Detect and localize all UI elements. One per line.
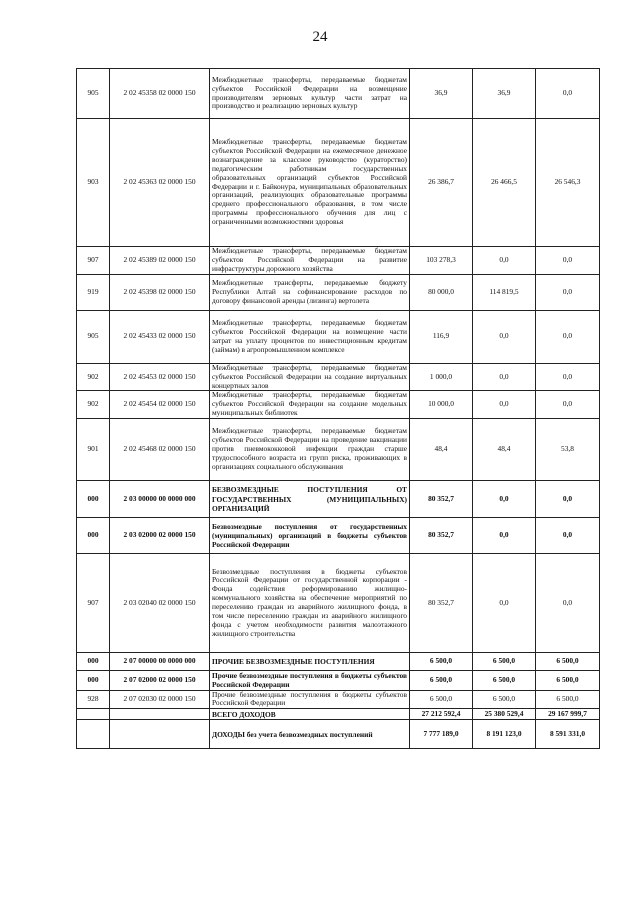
admin-code-cell: 000 bbox=[77, 671, 110, 690]
amount-year1-cell: 7 777 189,0 bbox=[410, 720, 473, 749]
revenue-name-cell: Межбюджетные трансферты, передаваемые бюджетам субъектов Российской Федерации на создание модельных муниципальных библиотек bbox=[210, 391, 410, 419]
amount-year1-cell: 6 500,0 bbox=[410, 653, 473, 671]
amount-year3-cell: 0,0 bbox=[536, 391, 600, 419]
revenue-name-cell: Межбюджетные трансферты, передаваемые бюджету Республики Алтай на софинансирование расходов по договору финансовой аренды (лизинга) вертолета bbox=[210, 274, 410, 310]
amount-year2-cell: 26 466,5 bbox=[473, 119, 536, 247]
table-row bbox=[77, 653, 600, 671]
amount-year3-cell: 0,0 bbox=[536, 310, 600, 363]
revenue-name-cell: Прочие безвозмездные поступления в бюджеты субъектов Российской Федерации bbox=[210, 690, 410, 709]
amount-year1-cell: 80 352,7 bbox=[410, 554, 473, 653]
amount-year2-cell: 6 500,0 bbox=[473, 690, 536, 709]
amount-year1-cell: 36,9 bbox=[410, 69, 473, 119]
table-row bbox=[77, 363, 600, 391]
amount-year3-cell: 0,0 bbox=[536, 247, 600, 275]
table-row bbox=[77, 247, 600, 275]
table-row bbox=[77, 391, 600, 419]
amount-year1-cell: 48,4 bbox=[410, 419, 473, 481]
revenue-table-body bbox=[77, 69, 600, 749]
budget-code-cell: 2 02 45389 02 0000 150 bbox=[110, 247, 210, 275]
amount-year2-cell: 0,0 bbox=[473, 310, 536, 363]
budget-code-cell: 2 02 45363 02 0000 150 bbox=[110, 119, 210, 247]
amount-year1-cell: 10 000,0 bbox=[410, 391, 473, 419]
table-row bbox=[77, 554, 600, 653]
amount-year1-cell: 80 352,7 bbox=[410, 518, 473, 554]
table-row bbox=[77, 709, 600, 720]
table-row bbox=[77, 419, 600, 481]
amount-year1-cell: 80 352,7 bbox=[410, 481, 473, 518]
amount-year2-cell: 114 819,5 bbox=[473, 274, 536, 310]
admin-code-cell: 902 bbox=[77, 363, 110, 391]
amount-year2-cell: 0,0 bbox=[473, 363, 536, 391]
admin-code-cell bbox=[77, 709, 110, 720]
amount-year2-cell: 6 500,0 bbox=[473, 653, 536, 671]
amount-year3-cell: 8 591 331,0 bbox=[536, 720, 600, 749]
revenue-name-cell: Безвозмездные поступления в бюджеты субъектов Российской Федерации от государственной корпорации - Фонда содействия реформированию жилищно-коммунального хозяйства на обеспечение мероприятий по переселению граждан из аварийного жилищного фонда, в том числе переселению граждан из аварийного жилищного фонда с учетом необходимости развития малоэтажного жилищного строительства bbox=[210, 554, 410, 653]
admin-code-cell: 919 bbox=[77, 274, 110, 310]
amount-year1-cell: 27 212 592,4 bbox=[410, 709, 473, 720]
admin-code-cell bbox=[77, 720, 110, 749]
budget-code-cell bbox=[110, 720, 210, 749]
amount-year1-cell: 6 500,0 bbox=[410, 671, 473, 690]
admin-code-cell: 000 bbox=[77, 518, 110, 554]
admin-code-cell: 907 bbox=[77, 554, 110, 653]
revenue-name-cell: Межбюджетные трансферты, передаваемые бюджетам субъектов Российской Федерации на создание виртуальных концертных залов bbox=[210, 363, 410, 391]
admin-code-cell: 928 bbox=[77, 690, 110, 709]
revenue-name-cell: ПРОЧИЕ БЕЗВОЗМЕЗДНЫЕ ПОСТУПЛЕНИЯ bbox=[210, 653, 410, 671]
amount-year3-cell: 6 500,0 bbox=[536, 690, 600, 709]
budget-code-cell: 2 07 02000 02 0000 150 bbox=[110, 671, 210, 690]
budget-code-cell: 2 07 00000 00 0000 000 bbox=[110, 653, 210, 671]
amount-year3-cell: 0,0 bbox=[536, 274, 600, 310]
budget-code-cell: 2 07 02030 02 0000 150 bbox=[110, 690, 210, 709]
table-row bbox=[77, 310, 600, 363]
amount-year2-cell: 0,0 bbox=[473, 481, 536, 518]
amount-year3-cell: 0,0 bbox=[536, 69, 600, 119]
amount-year3-cell: 53,8 bbox=[536, 419, 600, 481]
revenue-name-cell: Межбюджетные трансферты, передаваемые бюджетам субъектов Российской Федерации на возмещение производителям зерновых культур части затрат на производство и реализацию зерновых культур bbox=[210, 69, 410, 119]
amount-year1-cell: 26 386,7 bbox=[410, 119, 473, 247]
budget-code-cell: 2 02 45433 02 0000 150 bbox=[110, 310, 210, 363]
revenue-name-cell: Безвозмездные поступления от государственных (муниципальных) организаций в бюджеты субъектов Российской Федерации bbox=[210, 518, 410, 554]
amount-year2-cell: 36,9 bbox=[473, 69, 536, 119]
amount-year2-cell: 48,4 bbox=[473, 419, 536, 481]
table-row bbox=[77, 720, 600, 749]
budget-code-cell: 2 03 00000 00 0000 000 bbox=[110, 481, 210, 518]
budget-code-cell: 2 02 45398 02 0000 150 bbox=[110, 274, 210, 310]
table-row bbox=[77, 69, 600, 119]
revenue-table bbox=[76, 68, 600, 749]
admin-code-cell: 903 bbox=[77, 119, 110, 247]
table-row bbox=[77, 481, 600, 518]
revenue-name-cell: Межбюджетные трансферты, передаваемые бюджетам субъектов Российской Федерации на проведение вакцинации против пневмококковой инфекции граждан старше трудоспособного возраста из групп риска, проживающих в организациях социального обслуживания bbox=[210, 419, 410, 481]
admin-code-cell: 000 bbox=[77, 653, 110, 671]
admin-code-cell: 000 bbox=[77, 481, 110, 518]
table-row bbox=[77, 119, 600, 247]
amount-year1-cell: 80 000,0 bbox=[410, 274, 473, 310]
budget-code-cell: 2 03 02040 02 0000 150 bbox=[110, 554, 210, 653]
amount-year2-cell: 0,0 bbox=[473, 391, 536, 419]
revenue-name-cell: Межбюджетные трансферты, передаваемые бюджетам субъектов Российской Федерации на развитие инфраструктуры дорожного хозяйства bbox=[210, 247, 410, 275]
budget-code-cell: 2 02 45468 02 0000 150 bbox=[110, 419, 210, 481]
budget-code-cell: 2 02 45358 02 0000 150 bbox=[110, 69, 210, 119]
admin-code-cell: 901 bbox=[77, 419, 110, 481]
revenue-name-cell: Межбюджетные трансферты, передаваемые бюджетам субъектов Российской Федерации на возмещение части затрат на уплату процентов по инвестиционным кредитам (займам) в агропромышленном комплексе bbox=[210, 310, 410, 363]
revenue-name-cell: ВСЕГО ДОХОДОВ bbox=[210, 709, 410, 720]
amount-year2-cell: 6 500,0 bbox=[473, 671, 536, 690]
amount-year2-cell: 8 191 123,0 bbox=[473, 720, 536, 749]
table-row bbox=[77, 274, 600, 310]
admin-code-cell: 902 bbox=[77, 391, 110, 419]
budget-code-cell: 2 02 45453 02 0000 150 bbox=[110, 363, 210, 391]
budget-code-cell: 2 03 02000 02 0000 150 bbox=[110, 518, 210, 554]
table-row bbox=[77, 518, 600, 554]
amount-year3-cell: 26 546,3 bbox=[536, 119, 600, 247]
table-row bbox=[77, 671, 600, 690]
revenue-name-cell: Прочие безвозмездные поступления в бюджеты субъектов Российской Федерации bbox=[210, 671, 410, 690]
budget-code-cell: 2 02 45454 02 0000 150 bbox=[110, 391, 210, 419]
amount-year2-cell: 0,0 bbox=[473, 554, 536, 653]
revenue-name-cell: БЕЗВОЗМЕЗДНЫЕ ПОСТУПЛЕНИЯ ОТ ГОСУДАРСТВЕННЫХ (МУНИЦИПАЛЬНЫХ) ОРГАНИЗАЦИЙ bbox=[210, 481, 410, 518]
amount-year1-cell: 103 278,3 bbox=[410, 247, 473, 275]
amount-year3-cell: 0,0 bbox=[536, 518, 600, 554]
amount-year2-cell: 0,0 bbox=[473, 247, 536, 275]
revenue-name-cell: ДОХОДЫ без учета безвозмездных поступлений bbox=[210, 720, 410, 749]
amount-year3-cell: 6 500,0 bbox=[536, 671, 600, 690]
admin-code-cell: 905 bbox=[77, 69, 110, 119]
budget-code-cell bbox=[110, 709, 210, 720]
amount-year3-cell: 0,0 bbox=[536, 363, 600, 391]
amount-year3-cell: 29 167 999,7 bbox=[536, 709, 600, 720]
revenue-name-cell: Межбюджетные трансферты, передаваемые бюджетам субъектов Российской Федерации на ежемесячное денежное вознаграждение за классное руководство (кураторство) педагогическим работникам государственных образовательных организаций субъектов Российской Федерации и г. Байконура, муниципальных образовательных организаций, реализующих образовательные программы среднего профессионального образования, в том числе программы профессионального обучения для лиц с ограниченными возможностями здоровья bbox=[210, 119, 410, 247]
admin-code-cell: 907 bbox=[77, 247, 110, 275]
amount-year1-cell: 116,9 bbox=[410, 310, 473, 363]
amount-year3-cell: 0,0 bbox=[536, 554, 600, 653]
admin-code-cell: 905 bbox=[77, 310, 110, 363]
amount-year1-cell: 1 000,0 bbox=[410, 363, 473, 391]
amount-year1-cell: 6 500,0 bbox=[410, 690, 473, 709]
amount-year3-cell: 6 500,0 bbox=[536, 653, 600, 671]
amount-year2-cell: 0,0 bbox=[473, 518, 536, 554]
page-number: 24 bbox=[312, 29, 328, 45]
amount-year3-cell: 0,0 bbox=[536, 481, 600, 518]
amount-year2-cell: 25 380 529,4 bbox=[473, 709, 536, 720]
table-row bbox=[77, 690, 600, 709]
